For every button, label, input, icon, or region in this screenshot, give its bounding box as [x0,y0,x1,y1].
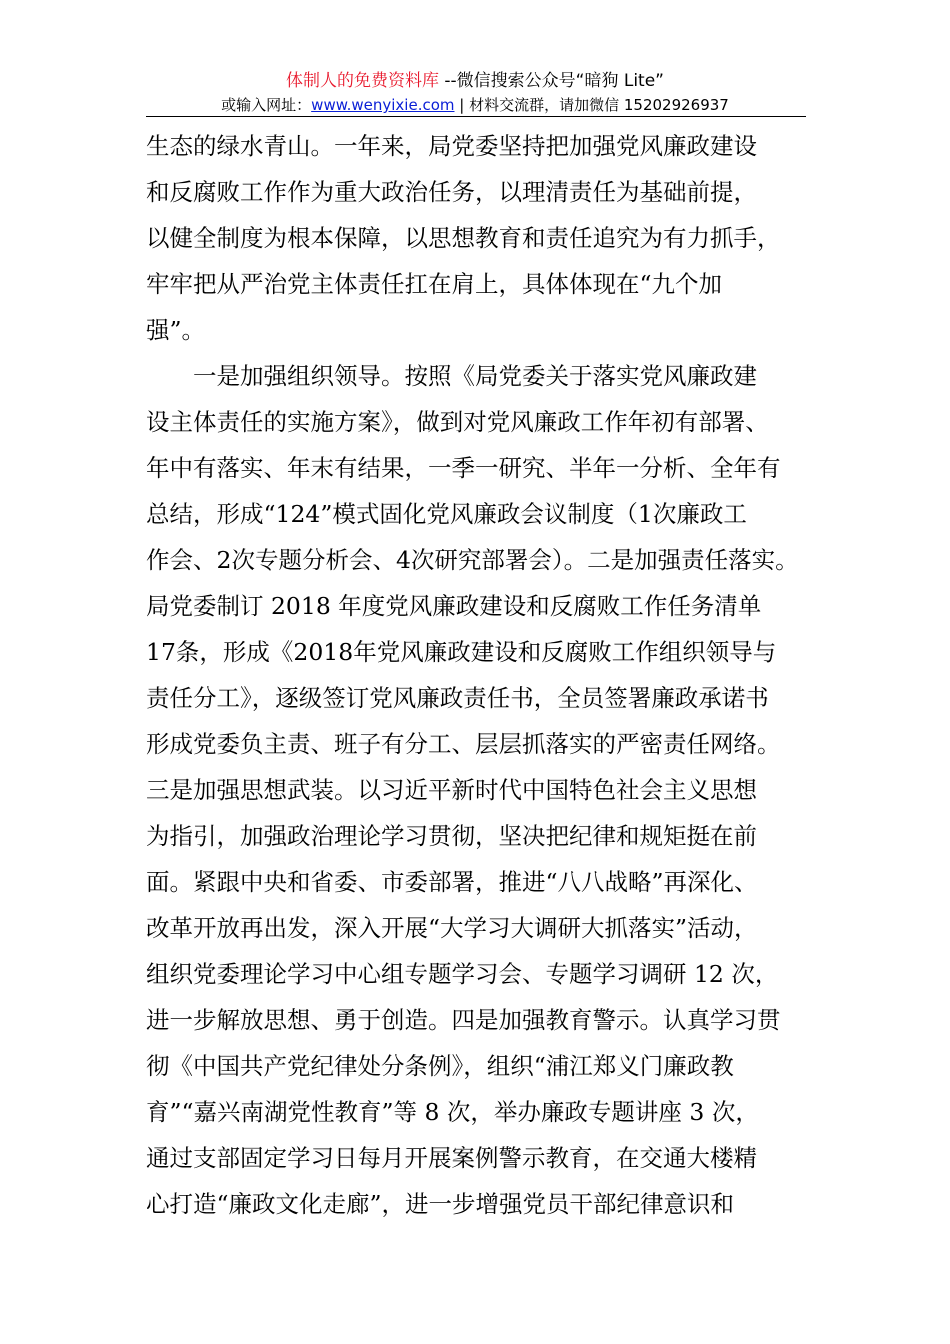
text-line: 以健全制度为根本保障，以思想教育和责任追究为有力抓手， [146,224,781,252]
text-line: 面。紧跟中央和省委、市委部署，推进“八八战略”再深化、 [146,868,758,896]
document-body [146,123,810,1227]
wechat-note: --微信搜索公众号“暗狗 Lite” [438,71,664,91]
text-line: 和反腐败工作作为重大政治任务，以理清责任为基础前提， [146,178,757,206]
text-line: 年中有落实、年末有结果，一季一研究、半年一分析、全年有 [146,454,781,482]
header-line-2 [0,94,950,116]
site-link[interactable]: www.wenyixie.com [311,96,455,114]
text-line: 作会、2次专题分析会、4次研究部署会）。二是加强责任落实。 [146,546,799,574]
text-line: 总结，形成“124”模式固化党风廉政会议制度（1次廉政工 [146,500,747,528]
text-line: 形成党委负主责、班子有分工、层层抓落实的严密责任网络。 [146,730,781,758]
page-header [0,70,950,116]
text-line: 为指引，加强政治理论学习贯彻，坚决把纪律和规矩挺在前 [146,822,757,850]
text-line: 通过支部固定学习日每月开展案例警示教育，在交通大楼精 [146,1144,757,1172]
text-line: 心打造“廉政文化走廊”，进一步增强党员干部纪律意识和 [146,1190,735,1218]
brand-name: 体制人的免费资料库 [285,71,439,91]
text-line: 进一步解放思想、勇于创造。四是加强教育警示。认真学习贯 [146,1006,781,1034]
text-line: 牢牢把从严治党主体责任扛在肩上，具体体现在“九个加 [146,270,723,298]
text-line: 育”“嘉兴南湖党性教育”等 8 次，举办廉政专题讲座 3 次， [146,1098,759,1126]
text-line: 彻《中国共产党纪律处分条例》，组织“浦江郑义门廉政教 [146,1052,734,1080]
site-prefix: 或输入网址： [221,96,312,114]
text-line: 改革开放再出发，深入开展“大学习大调研大抓落实”活动， [146,914,758,942]
text-line: 17条，形成《2018年党风廉政建设和反腐败工作组织领导与 [146,638,777,666]
text-line: 一是加强组织领导。按照《局党委关于落实党风廉政建 [146,362,757,390]
contact-note: | 材料交流群，请加微信 15202926937 [454,96,729,114]
text-line: 生态的绿水青山。一年来，局党委坚持把加强党风廉政建设 [146,132,757,160]
text-line: 设主体责任的实施方案》，做到对党风廉政工作年初有部署、 [146,408,769,436]
text-line: 三是加强思想武装。以习近平新时代中国特色社会主义思想 [146,776,757,804]
header-divider [146,116,806,117]
text-line: 强”。 [146,316,206,344]
text-line: 责任分工》，逐级签订党风廉政责任书，全员签署廉政承诺书 [146,684,769,712]
header-line-1 [0,70,950,92]
text-line: 局党委制订 2018 年度党风廉政建设和反腐败工作任务清单 [146,592,762,620]
text-line: 组织党委理论学习中心组专题学习会、专题学习调研 12 次， [146,960,779,988]
